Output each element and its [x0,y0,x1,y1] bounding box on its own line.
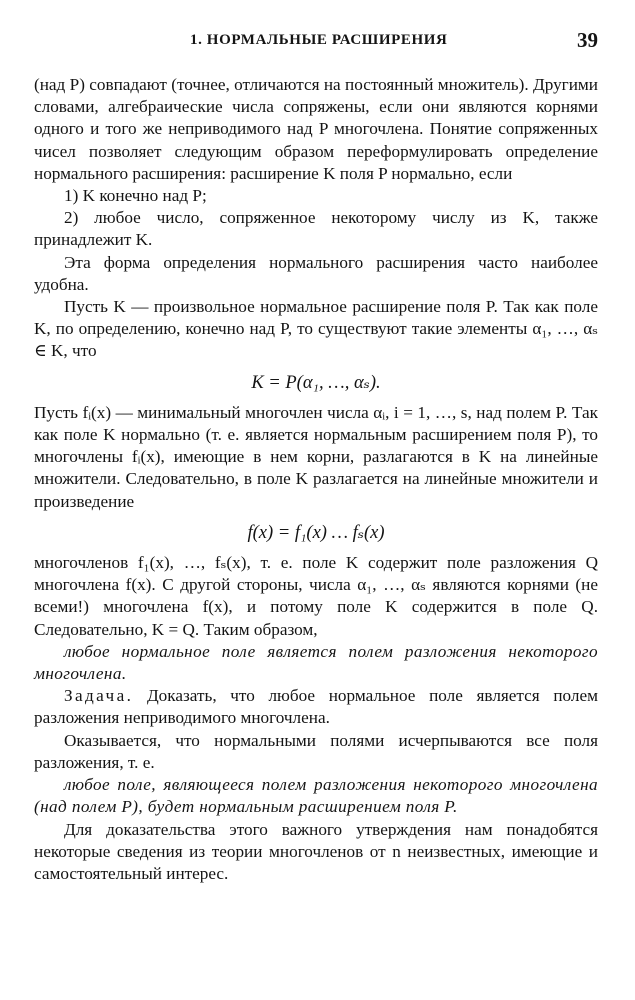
paragraph-arbitrary-extension: Пусть K — произвольное нормальное расширение поля P. Так как поле K, по определению, конечно над P, то существуют такие элементы α₁, …, αₛ ∈ K, что [34,297,598,361]
page-body [34,74,598,885]
theorem-normal-is-splitting: любое нормальное поле является полем разложения некоторого многочлена. [34,641,598,684]
paragraph-splitting-field: многочленов f₁(x), …, fₛ(x), т. е. поле K содержит поле разложения Q многочлена f(x). С другой стороны, числа α₁, …, αₛ являются корнями (не всеми!) многочлена f(x), и потому поле K содержится в поле Q. Следовательно, K = Q. Таким образом, [34,553,598,639]
exercise-text: Доказать, что любое нормальное поле является полем разложения неприводимого многочлена. [34,686,598,728]
condition-item-2: 2) любое число, сопряженное некоторому числу из K, также принадлежит K. [34,208,598,250]
page-header [34,28,598,54]
running-head: 1. НОРМАЛЬНЫЕ РАСШИРЕНИЯ [190,32,448,48]
exercise-paragraph [34,685,598,729]
paragraph-proof-preview: Для доказательства этого важного утверждения нам понадобятся некоторые сведения из теории многочленов от n неизвестных, имеющие и самостоятельный интерес. [34,819,598,883]
paragraph-minimal-polynomials: Пусть fᵢ(x) — минимальный многочлен числа αᵢ, i = 1, …, s, над полем P. Так как поле K нормально (т. е. является нормальным расширением поля P), то многочлены fᵢ(x), имеющие в нем корни, разлагаются в K на линейные множители. Следовательно, в поле K разлагается на линейные множители и произведение [34,402,598,511]
condition-item-1: 1) K конечно над P; [64,186,207,206]
book-page [34,28,598,885]
formula-k-equals-p-alpha: K = P(α₁, …, αₛ). [251,372,381,393]
page-number: 39 [577,28,598,52]
theorem-splitting-is-normal: любое поле, являющееся полем разложения некоторого многочлена (над полем P), будет нормальным расширением поля P. [34,775,598,817]
paragraph-form-remark: Эта форма определения нормального расширения часто наиболее удобна. [34,252,598,294]
exercise-label: Задача. [64,686,134,706]
paragraph-conjugate-definition: (над P) совпадают (точнее, отличаются на постоянный множитель). Другими словами, алгебраические числа сопряжены, если они являются корнями одного и того же неприводимого над P многочлена. Понятие сопряженных чисел позволяет следующим образом переформулировать определение нормального расширения: расширение K поля P нормально, если [34,75,598,183]
paragraph-exhaustion: Оказывается, что нормальными полями исчерпываются все поля разложения, т. е. [34,730,598,772]
formula-product-polynomial: f(x) = f₁(x) … fₛ(x) [247,522,385,543]
